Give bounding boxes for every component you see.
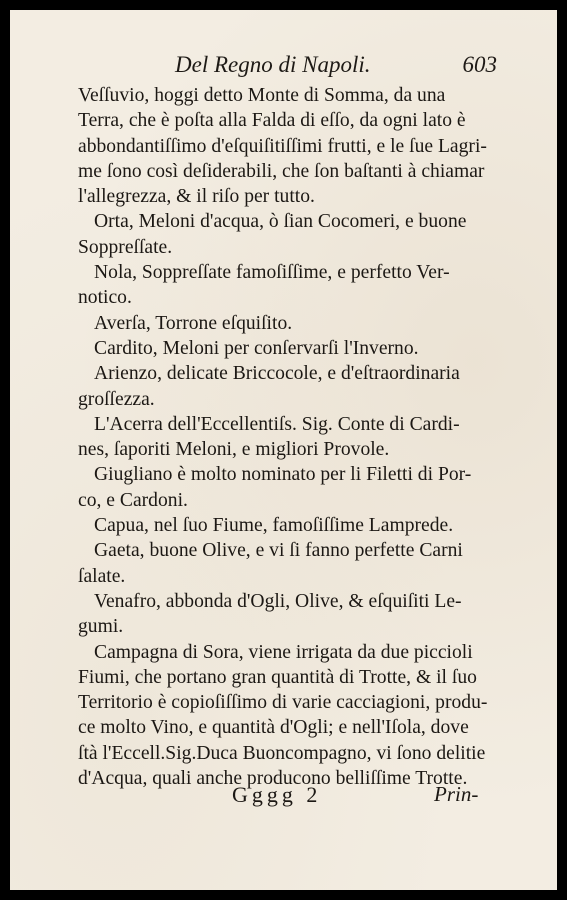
text-line: d'Acqua, quali anche producono belliſſime Trotte. [78,768,468,790]
text-line: groſſezza. [78,388,155,410]
text-line: Arienzo, delicate Briccocole, e d'eſtraordinaria [94,363,460,385]
text-line: L'Acerra dell'Eccellentiſs. Sig. Conte di Cardi- [94,413,460,435]
text-line: Cardito, Meloni per conſervarſi l'Inverno. [94,337,419,359]
text-line: Campagna di Sora, viene irrigata da due piccioli [94,641,473,663]
text-line: gumi. [78,616,124,638]
catchword: Prin- [434,782,479,806]
text-line: l'allegrezza, & il riſo per tutto. [78,186,315,208]
text-line: Gaeta, buone Olive, e vi ſi fanno perfette Carni [94,540,463,562]
text-line: ſtà l'Eccell.Sig.Duca Buoncompagno, vi ſono delitie [78,742,486,764]
text-line: Venafro, abbonda d'Ogli, Olive, & eſquiſiti Le- [94,590,462,612]
text-line: Nola, Soppreſſate famoſiſſime, e perfetto Ver- [94,262,450,284]
text-line: Capua, nel ſuo Fiume, famoſiſſime Lamprede. [94,515,454,537]
text-line: Terra, che è poſta alla Falda di eſſo, da ogni lato è [78,110,466,132]
book-page [10,10,557,890]
text-line: Fiumi, che portano gran quantità di Trotte, & il ſuo [78,666,477,688]
text-line: notico. [78,287,132,309]
text-line: Soppreſſate. [78,236,173,258]
running-title: Del Regno di Napoli. [175,52,371,77]
text-line: Averſa, Torrone eſquiſito. [94,312,293,334]
body-text [78,83,512,791]
text-line: Territorio è copioſiſſimo di varie cacciagioni, produ- [78,692,488,714]
text-line: me ſono così deſiderabili, che ſon baſtanti à chiamar [78,160,485,182]
page-header [10,52,557,82]
text-line: Giugliano è molto nominato per li Filetti di Por- [94,464,472,486]
text-line: ce molto Vino, e quantità d'Ogli; e nell'Iſola, dove [78,717,469,739]
text-line: Veſſuvio, hoggi detto Monte di Somma, da una [78,85,446,106]
page-number: 603 [462,52,497,77]
signature-mark: Gggg 2 [232,782,322,807]
text-line: Orta, Meloni d'acqua, ò ſian Cocomeri, e buone [94,211,467,233]
text-line: abbondantiſſimo d'eſquiſitiſſimi frutti, e le ſue Lagri- [78,135,487,157]
text-line: ſalate. [78,565,126,587]
page-footer [10,782,557,810]
text-line: nes, ſaporiti Meloni, e migliori Provole. [78,439,390,461]
text-line: co, e Cardoni. [78,489,188,511]
